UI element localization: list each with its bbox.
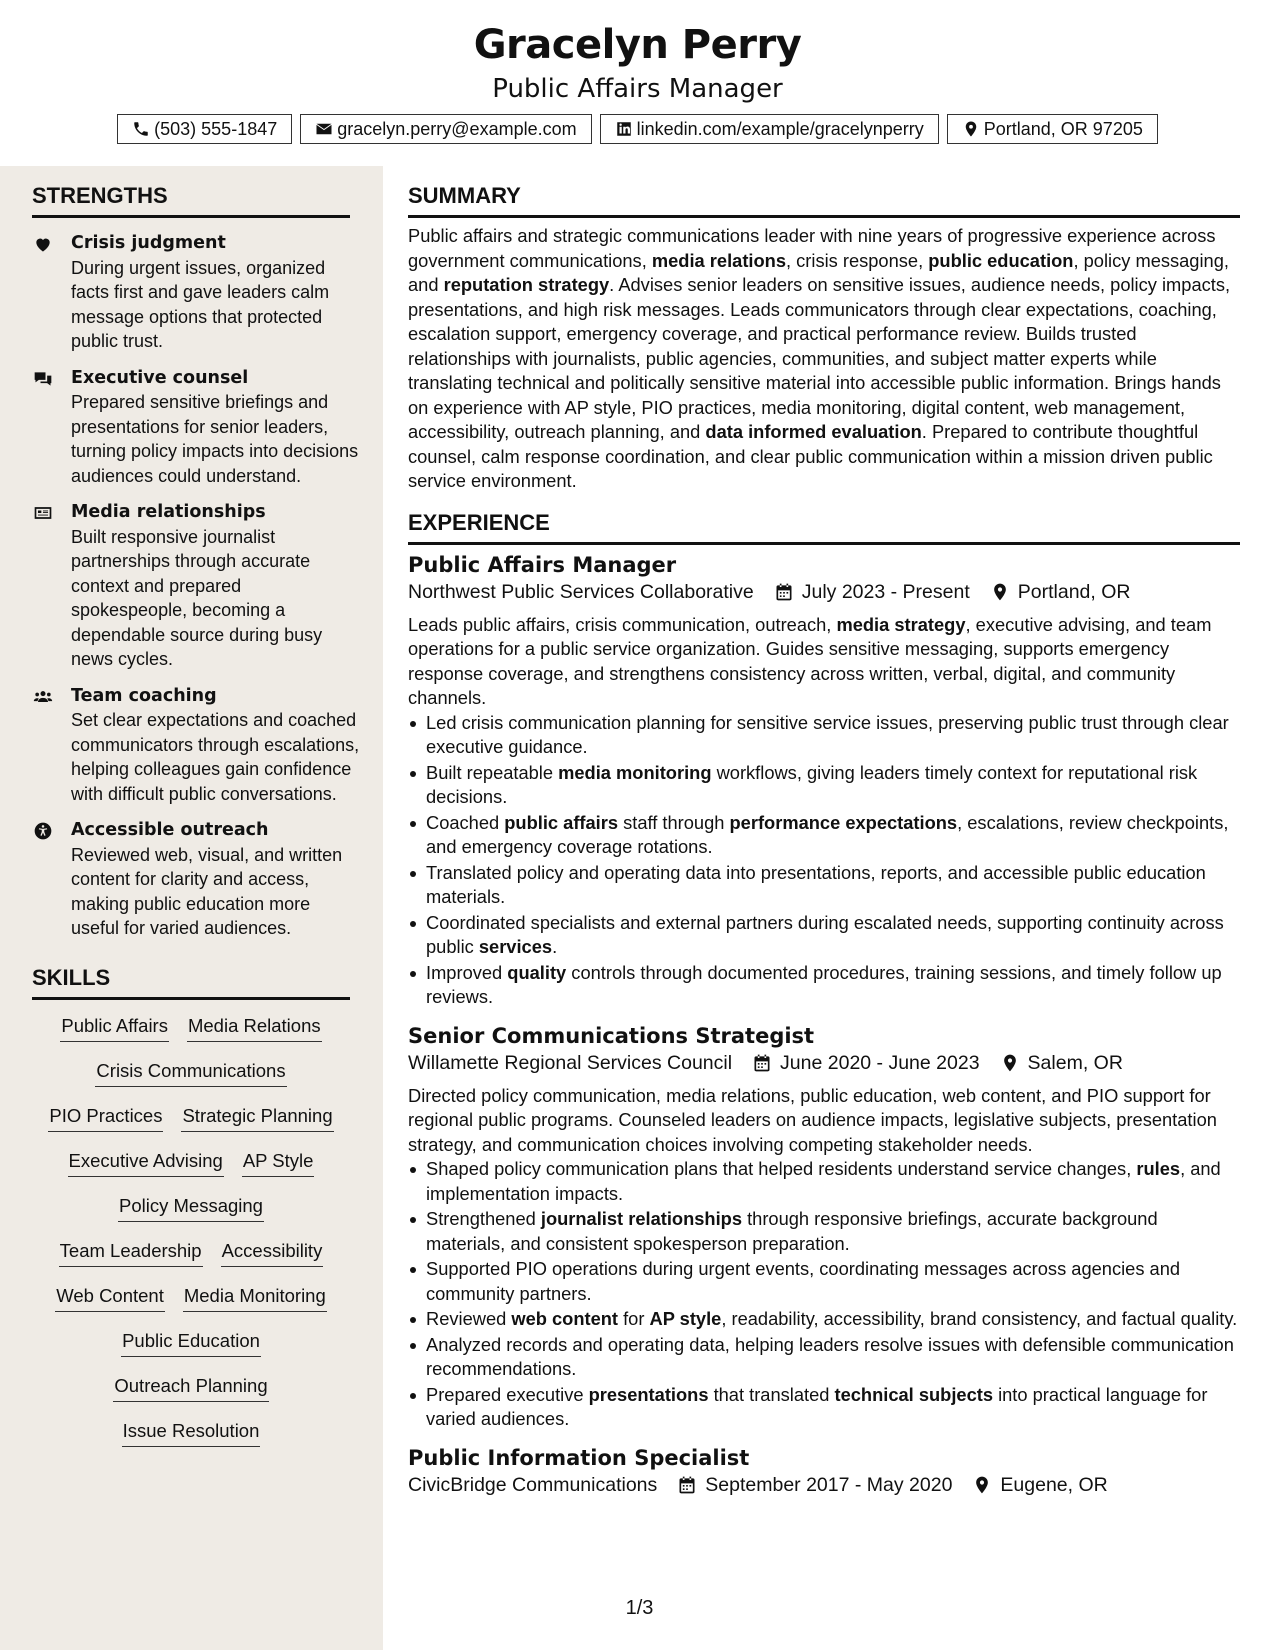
strength-title: Crisis judgment	[71, 233, 226, 253]
map-pin-icon	[1000, 1053, 1020, 1073]
strength-desc: Set clear expectations and coached communicators through escalations, helping colleagues gain confidence with difficult public conversations.	[71, 710, 360, 804]
strength-title: Media relationships	[71, 502, 266, 522]
text-run: for	[618, 1308, 650, 1329]
bullet-item	[426, 1257, 1240, 1306]
text-run: Directed policy communication, media relations, public education, web content, and PIO support for regional public programs. Counseled leaders on audience impacts, legislative subjects, presentation strategy, and communication choices involving competing stakeholder needs.	[408, 1084, 1217, 1155]
experience-list	[383, 553, 1275, 1497]
map-pin-icon	[990, 582, 1010, 602]
text-run: Prepared executive	[426, 1383, 589, 1405]
job-entry	[383, 553, 1275, 1010]
text-run: Shaped policy communication plans that helped residents understand service changes,	[426, 1158, 1137, 1179]
bullet-item	[426, 911, 1240, 960]
users-icon	[33, 687, 53, 707]
text-run: , executive advising, and team operations for a public service organization. Guides sensitive messaging, supports emergency response coverage, and strengthens consistency across written, verbal, digital, and community channels.	[408, 613, 1212, 708]
skill-tag: PIO Practices	[48, 1105, 163, 1132]
text-run: Analyzed records and operating data, helping leaders resolve issues with defensible communication recommendations.	[426, 1333, 1234, 1379]
bullet-item	[426, 761, 1240, 810]
skill-tag: Outreach Planning	[113, 1375, 268, 1402]
job-title: Public Information Specialist	[408, 1445, 750, 1470]
job-meta	[408, 1474, 1275, 1497]
skill-tag: Web Content	[55, 1285, 165, 1312]
skill-row	[32, 1420, 350, 1465]
phone-icon	[132, 120, 150, 138]
strength-item	[0, 684, 360, 807]
bullet-item	[426, 1157, 1240, 1206]
text-run: . Prepared to contribute thoughtful counsel, calm response coordination, and clear public communication within a mission driven public service environment.	[408, 421, 1213, 491]
contact-location-text: Portland, OR 97205	[983, 118, 1143, 139]
bullet-item	[426, 711, 1240, 760]
text-run: , readability, accessibility, brand consistency, and factual quality.	[721, 1308, 1238, 1329]
skill-tag: Media Relations	[187, 1015, 322, 1042]
skill-tag: AP Style	[242, 1150, 315, 1177]
skill-row	[32, 1285, 350, 1330]
skill-tag: Policy Messaging	[118, 1195, 264, 1222]
summary-text	[408, 224, 1240, 494]
calendar-icon	[677, 1475, 697, 1495]
strength-item	[0, 366, 360, 489]
text-run: .	[552, 936, 558, 957]
strength-item	[0, 231, 360, 354]
bullet-item	[426, 811, 1240, 860]
text-run: Improved	[426, 961, 508, 983]
bold-keyword: presentations	[588, 1383, 709, 1405]
main-content	[383, 166, 1275, 1650]
text-run: controls through documented procedures, training sessions, and timely follow up reviews.	[426, 961, 1222, 1007]
text-run: . Advises senior leaders on sensitive issues, audience needs, policy impacts, presentations, and high risk messages. Leads communicators through clear expectations, coaching, escalation support, emergency coverage, and practical performance review. Builds trusted relationships with journalists, public agencies, communities, and subject matter experts while translating technical and politically sensitive material into accessible public information. Brings hands on experience with AP style, PIO practices, media monitoring, digital content, web management, accessibility, outreach planning, and	[408, 274, 1231, 442]
bullet-item	[426, 1383, 1240, 1432]
job-location: Eugene, OR	[1000, 1473, 1108, 1496]
bold-keyword: public affairs	[504, 811, 619, 833]
strength-desc: Built responsive journalist partnerships through accurate context and prepared spokespeople, becoming a dependable source during busy news cycles.	[71, 526, 323, 669]
bullet-item	[426, 1333, 1240, 1382]
text-run: Led crisis communication planning for sensitive service issues, preserving public trust through clear executive guidance.	[426, 711, 1229, 757]
skill-row	[32, 1015, 350, 1060]
text-run: Strengthened	[426, 1208, 541, 1229]
bullet-item	[426, 1307, 1240, 1332]
job-title: Senior Communications Strategist	[408, 1023, 815, 1048]
comments-icon	[33, 369, 53, 389]
newspaper-icon	[33, 503, 53, 523]
experience-heading: EXPERIENCE	[408, 510, 1240, 545]
text-run: , escalations, review checkpoints, and emergency coverage rotations.	[426, 811, 1229, 857]
job-dates: September 2017 - May 2020	[705, 1473, 953, 1496]
contact-email[interactable]	[300, 114, 591, 144]
map-pin-icon	[962, 120, 980, 138]
job-dates: July 2023 - Present	[801, 580, 970, 603]
skill-row	[32, 1330, 350, 1375]
text-run: Translated policy and operating data into presentations, reports, and accessible public education materials.	[426, 861, 1206, 907]
bold-keyword: technical subjects	[834, 1383, 993, 1405]
text-run: Built repeatable	[426, 761, 559, 783]
heart-icon	[33, 234, 53, 254]
contact-email-text: gracelyn.perry@example.com	[337, 118, 577, 139]
contact-phone-text: (503) 555-1847	[154, 118, 278, 139]
skill-tag: Strategic Planning	[181, 1105, 333, 1132]
text-run: Coached	[426, 811, 505, 833]
job-dates: June 2020 - June 2023	[780, 1051, 980, 1074]
resume-header	[0, 0, 1275, 166]
skill-tag: Team Leadership	[59, 1240, 203, 1267]
job-meta	[408, 1052, 1275, 1075]
job-company: CivicBridge Communications	[408, 1473, 658, 1496]
contact-bar	[0, 114, 1275, 144]
page-number-text: 1/3	[625, 1597, 654, 1619]
skill-row	[32, 1105, 350, 1150]
bold-keyword: reputation strategy	[443, 274, 610, 295]
bold-keyword: journalist relationships	[540, 1208, 742, 1229]
skill-tag: Media Monitoring	[183, 1285, 327, 1312]
bold-keyword: media monitoring	[558, 761, 712, 783]
strength-desc: Prepared sensitive briefings and presentations for senior leaders, turning policy impacts into decisions audiences could understand.	[71, 392, 359, 486]
bold-keyword: public education	[928, 249, 1074, 271]
skills-heading: SKILLS	[32, 965, 350, 1000]
candidate-title: Public Affairs Manager	[492, 74, 783, 104]
candidate-name: Gracelyn Perry	[473, 22, 802, 68]
text-run: , crisis response,	[786, 249, 929, 271]
job-meta	[408, 581, 1275, 604]
bold-keyword: AP style	[649, 1308, 722, 1329]
text-run: Leads public affairs, crisis communication, outreach,	[408, 613, 837, 635]
skill-tag: Crisis Communications	[95, 1060, 286, 1087]
skill-row	[32, 1060, 350, 1105]
text-run: workflows, giving leaders timely context for reputational risk decisions.	[426, 761, 1198, 807]
text-run: Reviewed	[426, 1308, 512, 1329]
job-company: Willamette Regional Services Council	[408, 1051, 733, 1074]
contact-location	[947, 114, 1158, 144]
skill-tag: Public Affairs	[60, 1015, 169, 1042]
text-run: that translated	[708, 1383, 835, 1405]
bullet-item	[426, 861, 1240, 910]
bold-keyword: services	[478, 936, 553, 957]
bullet-item	[426, 961, 1240, 1010]
calendar-icon	[752, 1053, 772, 1073]
bold-keyword: quality	[507, 961, 567, 983]
strength-title: Team coaching	[71, 685, 217, 706]
sidebar	[0, 166, 383, 1650]
strength-item	[0, 818, 360, 941]
accessibility-icon	[33, 821, 53, 841]
job-bullets	[426, 711, 1240, 1010]
skill-tag: Public Education	[121, 1330, 261, 1357]
skill-row	[32, 1375, 350, 1420]
strength-title: Executive counsel	[71, 367, 249, 388]
text-run: Supported PIO operations during urgent events, coordinating messages across agencies and community partners.	[426, 1258, 1181, 1304]
skills-list	[32, 1015, 350, 1465]
skill-row	[32, 1240, 350, 1285]
job-description	[408, 613, 1240, 711]
bold-keyword: rules	[1136, 1158, 1181, 1179]
skill-row	[32, 1195, 350, 1240]
linkedin-icon	[615, 120, 633, 138]
text-run: Public affairs and strategic communications leader with nine years of progressive experience across government communications,	[408, 225, 1216, 271]
skill-row	[32, 1150, 350, 1195]
text-run: staff through	[618, 811, 730, 833]
bullet-item	[426, 1207, 1240, 1256]
skill-tag: Issue Resolution	[122, 1420, 261, 1447]
bold-keyword: data informed evaluation	[705, 421, 922, 442]
job-description	[408, 1084, 1240, 1158]
bold-keyword: media strategy	[836, 613, 966, 635]
bold-keyword: media relations	[651, 249, 786, 271]
map-pin-icon	[972, 1475, 992, 1495]
calendar-icon	[774, 582, 794, 602]
strengths-heading: STRENGTHS	[32, 183, 350, 218]
text-run: through responsive briefings, accurate background materials, and consistent spokesperson preparation.	[426, 1208, 1158, 1254]
skill-tag: Accessibility	[221, 1240, 324, 1267]
job-bullets	[426, 1157, 1240, 1432]
text-run: into practical language for varied audiences.	[426, 1383, 1208, 1429]
contact-linkedin-text: linkedin.com/example/gracelynperry	[636, 118, 924, 139]
text-run: , and implementation impacts.	[426, 1158, 1221, 1204]
text-run: Coordinated specialists and external partners during escalated needs, supporting continuity across public	[426, 911, 1224, 957]
envelope-icon	[315, 120, 333, 138]
job-company: Northwest Public Services Collaborative	[408, 580, 754, 603]
bold-keyword: web content	[511, 1308, 619, 1329]
summary-heading: SUMMARY	[408, 183, 1240, 218]
job-location: Salem, OR	[1027, 1051, 1123, 1074]
contact-phone[interactable]	[117, 114, 292, 144]
strength-desc: During urgent issues, organized facts first and gave leaders calm message options that protected public trust.	[71, 257, 330, 351]
text-run: , policy messaging, and	[408, 249, 1229, 295]
skill-tag: Executive Advising	[68, 1150, 224, 1177]
strength-item	[0, 500, 360, 672]
job-entry	[383, 1024, 1275, 1432]
job-entry	[383, 1446, 1275, 1497]
strength-desc: Reviewed web, visual, and written content for clarity and access, making public education more useful for varied audiences.	[71, 844, 343, 938]
strength-title: Accessible outreach	[71, 820, 269, 840]
page-number	[0, 1597, 1275, 1620]
bold-keyword: performance expectations	[729, 811, 958, 833]
job-title: Public Affairs Manager	[408, 552, 677, 577]
contact-linkedin[interactable]	[600, 114, 939, 144]
job-location: Portland, OR	[1017, 580, 1131, 603]
